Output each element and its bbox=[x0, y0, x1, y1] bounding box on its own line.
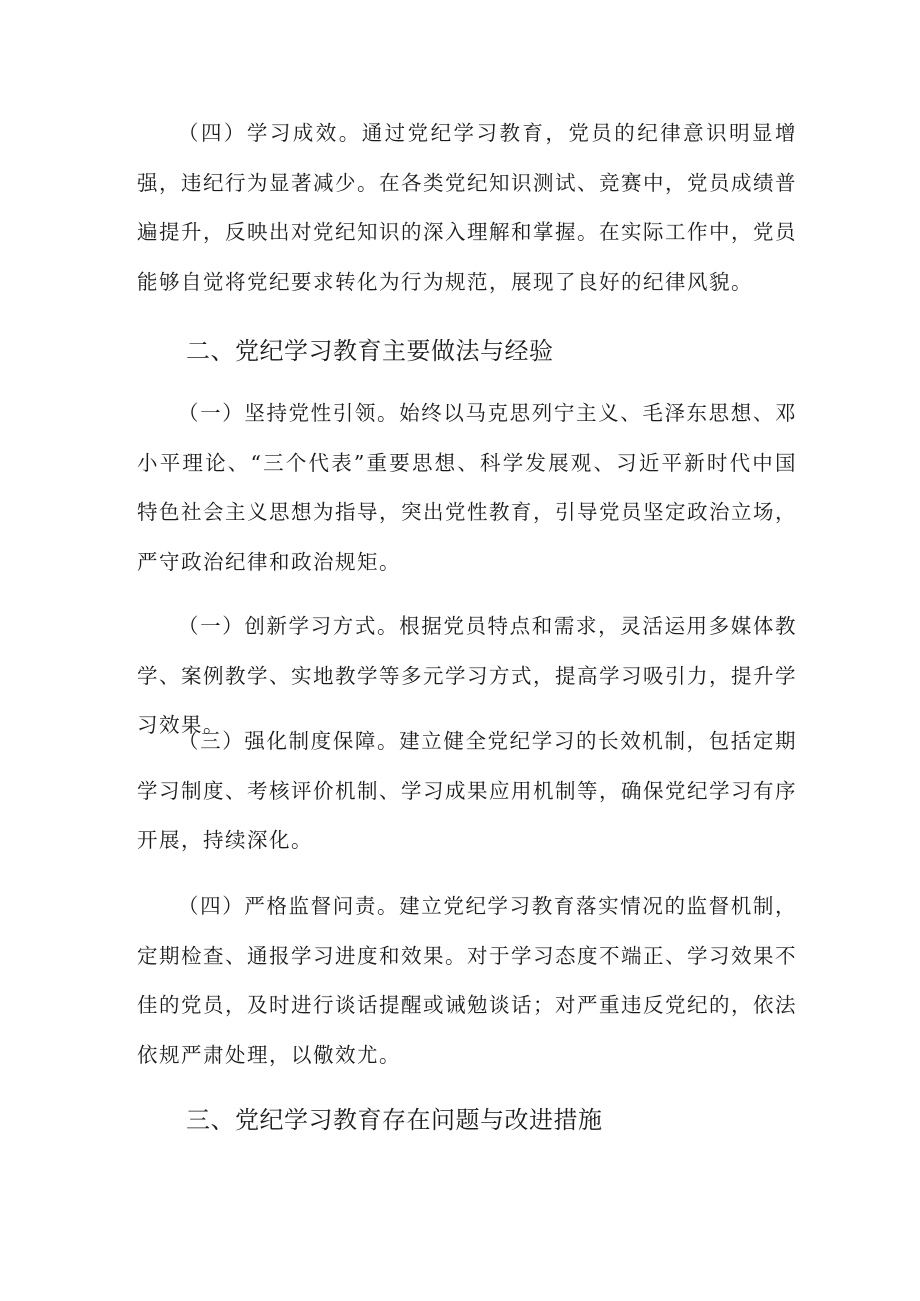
paragraph-learning-results: （四）学习成效。通过党纪学习教育，党员的纪律意识明显增强，违纪行为显著减少。在各类党纪知识测试、竞赛中，党员成绩普遍提升，反映出对党纪知识的深入理解和掌握。在实际工作中，党员能够自觉将党纪要求转化为行为规范，展现了良好的纪律风貌。 bbox=[137, 121, 797, 294]
section-heading-main-practices: 二、党纪学习教育主要做法与经验 bbox=[186, 337, 554, 365]
paragraph-system-guarantee: （三）强化制度保障。建立健全党纪学习的长效机制，包括定期学习制度、考核评价机制、学习成果应用机制等，确保党纪学习有序开展，持续深化。 bbox=[137, 729, 797, 852]
paragraph-supervision-accountability: （四）严格监督问责。建立党纪学习教育落实情况的监督机制，定期检查、通报学习进度和效果。对于学习态度不端正、学习效果不佳的党员，及时进行谈话提醒或诫勉谈话；对严重违反党纪的，依法依规严肃处理，以儆效尤。 bbox=[137, 894, 797, 1067]
paragraph-innovative-learning-methods: （一）创新学习方式。根据党员特点和需求，灵活运用多媒体教学、案例教学、实地教学等多元学习方式，提高学习吸引力，提升学习效果。 bbox=[137, 614, 797, 737]
section-heading-problems-improvements: 三、党纪学习教育存在问题与改进措施 bbox=[186, 1106, 603, 1134]
paragraph-party-spirit-guidance: （一）坚持党性引领。始终以马克思列宁主义、毛泽东思想、邓小平理论、“三个代表”重要思想、科学发展观、习近平新时代中国特色社会主义思想为指导，突出党性教育，引导党员坚定政治立场，严守政治纪律和政治规矩。 bbox=[137, 401, 797, 574]
